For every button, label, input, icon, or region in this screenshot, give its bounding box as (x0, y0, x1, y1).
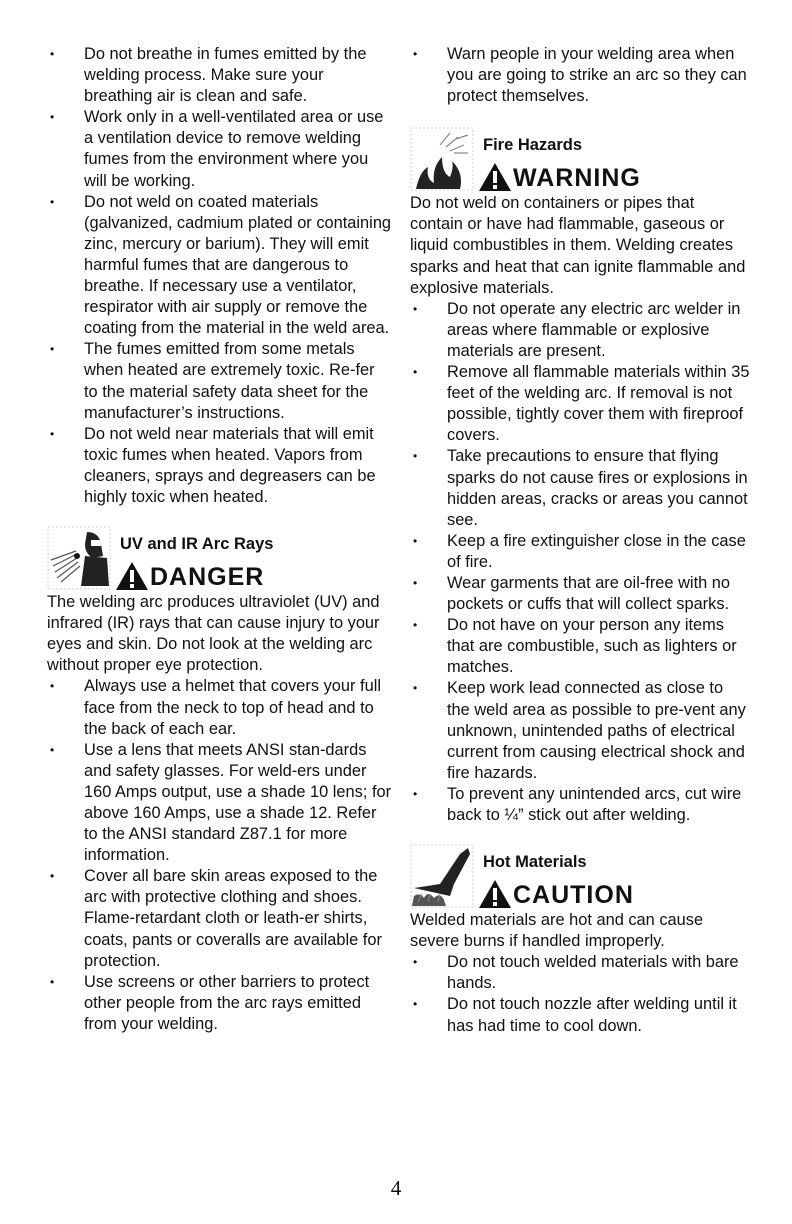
uv-bullet-list (47, 676, 392, 1035)
fire-icon (410, 127, 474, 191)
uv-section-header (47, 526, 392, 592)
danger-signal (115, 559, 264, 591)
list-item: • Use a lens that meets ANSI stan-dards and safety glasses. For weld-ers under 160 Amps output, use a shade 10 lens; for above 160 Amps, use a shade 12. Refer to the ANSI standard Z87.1 for more information. (47, 740, 392, 867)
list-item: • Do not touch welded materials with bare hands. (410, 952, 750, 994)
warning-signal (478, 160, 641, 192)
list-item: • Do not breathe in fumes emitted by the welding process. Make sure your breathing air is clean and safe. (47, 44, 392, 107)
right-column (410, 44, 750, 1037)
warning-triangle-icon (115, 561, 149, 591)
list-item: • Cover all bare skin areas exposed to the arc with protective clothing and shoes. Flame-retardant cloth or leath-er shirts, coats, pants or coveralls are available for protection. (47, 866, 392, 971)
list-item: • Take precautions to ensure that flying sparks do not cause fires or explosions in hidden areas, cracks or areas you cannot see. (410, 446, 750, 530)
list-item: • Use screens or other barriers to protect other people from the arc rays emitted from your welding. (47, 972, 392, 1035)
fume-bullet-list (47, 44, 392, 508)
hot-section-title: Hot Materials (483, 853, 587, 872)
signal-word-danger: DANGER (150, 563, 265, 592)
warning-triangle-icon (478, 879, 512, 909)
signal-word-warning: WARNING (513, 164, 641, 193)
uv-intro-text: The welding arc produces ultraviolet (UV) and infrared (IR) rays that can cause injury to your eyes and skin. Do not look at the welding arc without proper eye protection. (47, 593, 380, 675)
fire-section-header (410, 127, 750, 193)
list-item: • Do not weld near materials that will emit toxic fumes when heated. Vapors from cleaners, sprays and degreasers can be highly toxic when heated. (47, 424, 392, 508)
list-item: • Wear garments that are oil-free with no pockets or cuffs that will collect sparks. (410, 573, 750, 615)
warning-triangle-icon (478, 162, 512, 192)
list-item: • Do not weld on coated materials (galvanized, cadmium plated or containing zinc, mercury or barium). They will emit harmful fumes that are dangerous to breathe. If necessary use a ventilator, respirator with air supply or remove the coating from the material in the weld area. (47, 192, 392, 340)
list-item: • Do not touch nozzle after welding until it has had time to cool down. (410, 994, 750, 1036)
hot-materials-icon (410, 844, 474, 908)
caution-signal (478, 877, 634, 909)
fire-bullet-list (410, 299, 750, 826)
signal-word-caution: CAUTION (513, 881, 634, 910)
page-number: 4 (390, 1176, 402, 1200)
left-column (47, 44, 392, 1035)
list-item: • Always use a helmet that covers your full face from the neck to top of head and to the back of each ear. (47, 676, 392, 739)
list-item: • Keep work lead connected as close to the weld area as possible to pre-vent any unknown, unintended paths of electrical current from causing electrical shock and fire hazards. (410, 678, 750, 783)
list-item: • Do not have on your person any items that are combustible, such as lighters or matches. (410, 615, 750, 678)
list-item: • Work only in a well-ventilated area or use a ventilation device to remove welding fumes from the environment where you will be working. (47, 107, 392, 191)
fire-intro-text: Do not weld on containers or pipes that contain or have had flammable, gaseous or liquid combustibles in them. Welding creates sparks and heat that can ignite flammable and explosive materials. (410, 194, 746, 297)
list-item: • Remove all flammable materials within 35 feet of the welding arc. If removal is not possible, tightly cover them with fireproof covers. (410, 362, 750, 446)
arc-rays-icon (47, 526, 111, 590)
list-item: • To prevent any unintended arcs, cut wire back to ¼” stick out after welding. (410, 784, 750, 826)
list-item: • Do not operate any electric arc welder in areas where flammable or explosive materials are present. (410, 299, 750, 362)
list-item: • The fumes emitted from some metals when heated are extremely toxic. Re-fer to the material safety data sheet for the manufacturer’s instructions. (47, 339, 392, 423)
top-bullet-list (410, 44, 750, 107)
hot-bullet-list (410, 952, 750, 1036)
uv-section-title: UV and IR Arc Rays (120, 535, 274, 554)
hot-section-header (410, 844, 750, 910)
fire-section-title: Fire Hazards (483, 136, 583, 155)
hot-intro-text: Welded materials are hot and can cause severe burns if handled improperly. (410, 911, 704, 951)
list-item: • Keep a fire extinguisher close in the case of fire. (410, 531, 750, 573)
list-item: • Warn people in your welding area when you are going to strike an arc so they can protect themselves. (410, 44, 750, 107)
